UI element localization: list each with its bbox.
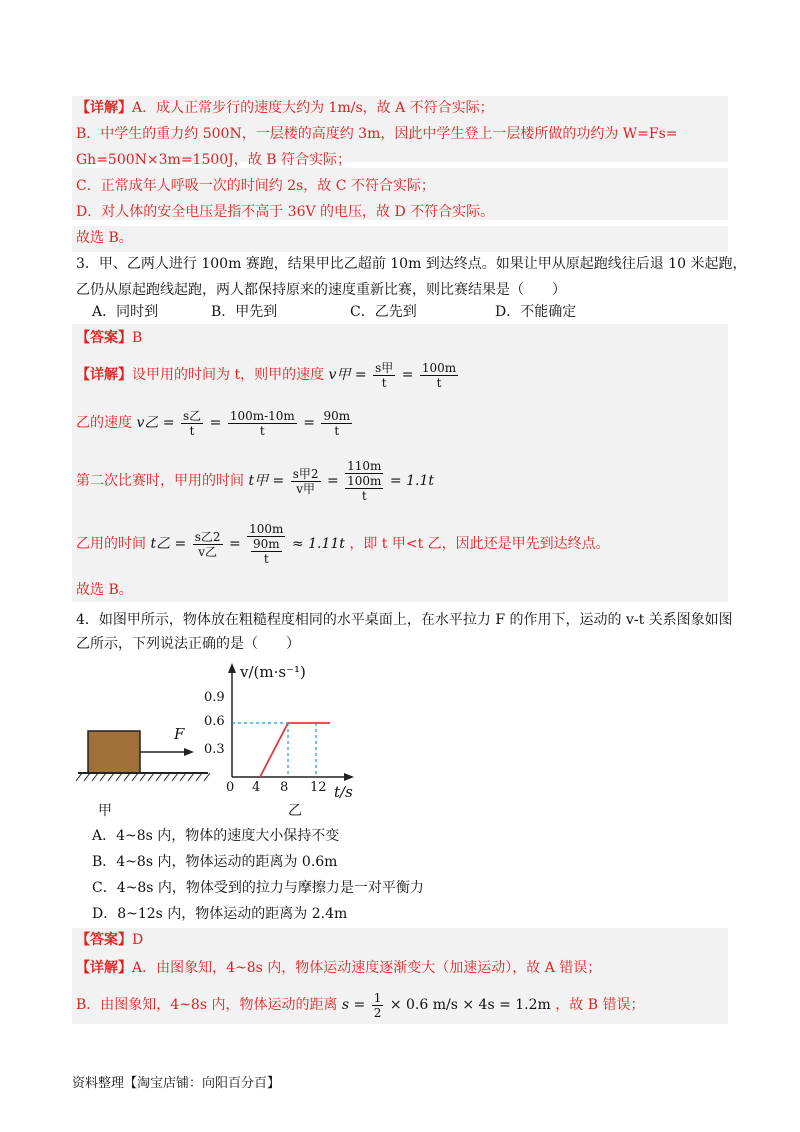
q4-option-b: B．4~8s 内，物体运动的距离为 0.6m (92, 854, 338, 870)
q3-option-d: D．不能确定 (495, 304, 577, 320)
q3-detail-4: 乙用的时间 t乙 = $\frac{\text{s乙2}}{\text{v乙}}$ = $\frac{100m}{\frac{90m}{t}}$ ≈ 1.11t ，即 t 甲<t 乙，因此还是甲先到达终点。 (76, 522, 610, 566)
q4-stem-2: 乙所示，下列说法正确的是（ ） (76, 636, 300, 652)
q3-stem-1: 3．甲、乙两人进行 100m 赛跑，结果甲比乙超前 10m 到达终点。如果让甲从原起跑线往后退 10 米起跑， (76, 256, 747, 272)
q4-figure (70, 655, 370, 825)
fraction: $\frac{\text{s甲2}}{\text{v甲}}$ (292, 466, 319, 496)
detail-line-d: D．对人体的安全电压是指不高于 36V 的电压，故 D 不符合实际。 (76, 204, 495, 220)
force-label: F (174, 725, 185, 743)
detail-block-1c (72, 226, 728, 252)
vt-series-line (260, 723, 330, 777)
q3-conclusion: 故选 B。 (76, 582, 133, 598)
y-tick-label: 0.3 (204, 742, 225, 757)
x-axis-label: t/s (334, 783, 353, 801)
q4-option-a: A．4~8s 内，物体的速度大小保持不变 (92, 828, 340, 844)
q4-option-c: C．4~8s 内，物体受到的拉力与摩擦力是一对平衡力 (92, 880, 424, 896)
q3-option-b: B．甲先到 (211, 304, 278, 320)
q3-option-c: C．乙先到 (350, 304, 417, 320)
block-object (88, 731, 140, 773)
x-tick-label: 4 (252, 780, 261, 795)
detail-tag: 【详解】 (76, 100, 132, 116)
fraction: $\frac{1}{2}$ (373, 990, 382, 1020)
fraction: $\frac{\text{s甲}}{t}$ (375, 360, 394, 390)
q3-conclusion-box (72, 578, 728, 602)
q3-answer: 【答案】B (76, 330, 143, 346)
fraction: $\frac{100m}{t}$ (421, 360, 457, 390)
q3-stem-2: 乙仍从原起跑线起跑，两人都保持原来的速度重新比赛，则比赛结果是（ ） (76, 282, 566, 298)
x-tick-label: 8 (280, 780, 289, 795)
q3-detail-2: 乙的速度 v乙 = $\frac{\text{s乙}}{t}$ = $\frac{100m-10m}{t}$ = $\frac{90m}{t}$ (76, 408, 351, 438)
detail-line-b1: B．中学生的重力约 500N，一层楼的高度约 3m，因此中学生登上一层楼所做的功约为 W=Fs= (76, 126, 678, 142)
y-axis-label: v/(m·s⁻¹) (240, 663, 306, 681)
footer-note: 资料整理【淘宝店铺：向阳百分百】 (72, 1076, 281, 1091)
fraction: $\frac{\text{s乙2}}{\text{v乙}}$ (194, 529, 221, 559)
q3-option-a: A．同时到 (92, 304, 159, 320)
detail-line-b2: Gh=500N×3m=1500J，故 B 符合实际； (76, 152, 351, 168)
q4-answer: 【答案】D (76, 932, 144, 948)
y-tick-label: 0.9 (204, 690, 225, 705)
detail-line-c: C．正常成年人呼吸一次的时间约 2s，故 C 不符合实际； (76, 178, 435, 194)
q3-detail-1: 【详解】设甲用的时间为 t，则甲的速度 v甲 = $\frac{\text{s甲}}{t}$ = $\frac{100m}{t}$ (76, 360, 457, 390)
q4-option-d: D．8~12s 内，物体运动的距离为 2.4m (92, 906, 348, 922)
force-arrowhead (184, 748, 194, 756)
x-axis-arrow (344, 773, 354, 781)
vt-plot-area (232, 723, 330, 777)
fraction: $\frac{90m}{t}$ (323, 408, 351, 438)
y-axis-arrow (228, 663, 236, 673)
fraction: $\frac{110m}{\frac{100m}{t}}$ (347, 459, 382, 503)
fraction: $\frac{\text{s乙}}{t}$ (183, 408, 202, 438)
q3-detail-3: 第二次比赛时，甲用的时间 t甲 = $\frac{\text{s甲2}}{\text{v甲}}$ = $\frac{110m}{\frac{100m}{t}}$ = 1.1t (76, 459, 434, 503)
x-tick-label: 12 (310, 780, 327, 795)
fraction: $\frac{100m}{\frac{90m}{t}}$ (249, 522, 284, 566)
q4-stem-1: 4．如图甲所示，物体放在粗糙程度相同的水平桌面上，在水平拉力 F 的作用下，运动的 v-t 关系图象如图 (76, 612, 733, 628)
q4-detail-1: 【详解】A．由图象知，4~8s 内，物体运动速度逐渐变大（加速运动），故 A 错误； (76, 960, 602, 976)
q4-detail-2: B．由图象知，4~8s 内，物体运动的距离 s = $\frac{1}{2}$ × 0.6 m/s × 4s = 1.2m ，故 B 错误； (76, 990, 645, 1020)
x-tick-label: 0 (226, 780, 235, 795)
label-jia: 甲 (98, 803, 112, 819)
y-tick-label: 0.6 (204, 714, 225, 729)
detail-line-a: 【详解】A．成人正常步行的速度大约为 1m/s，故 A 不符合实际； (76, 100, 494, 116)
label-yi: 乙 (288, 803, 302, 819)
table-hatching (76, 773, 210, 781)
fraction: $\frac{100m-10m}{t}$ (229, 408, 295, 438)
conclusion-line: 故选 B。 (76, 230, 133, 246)
